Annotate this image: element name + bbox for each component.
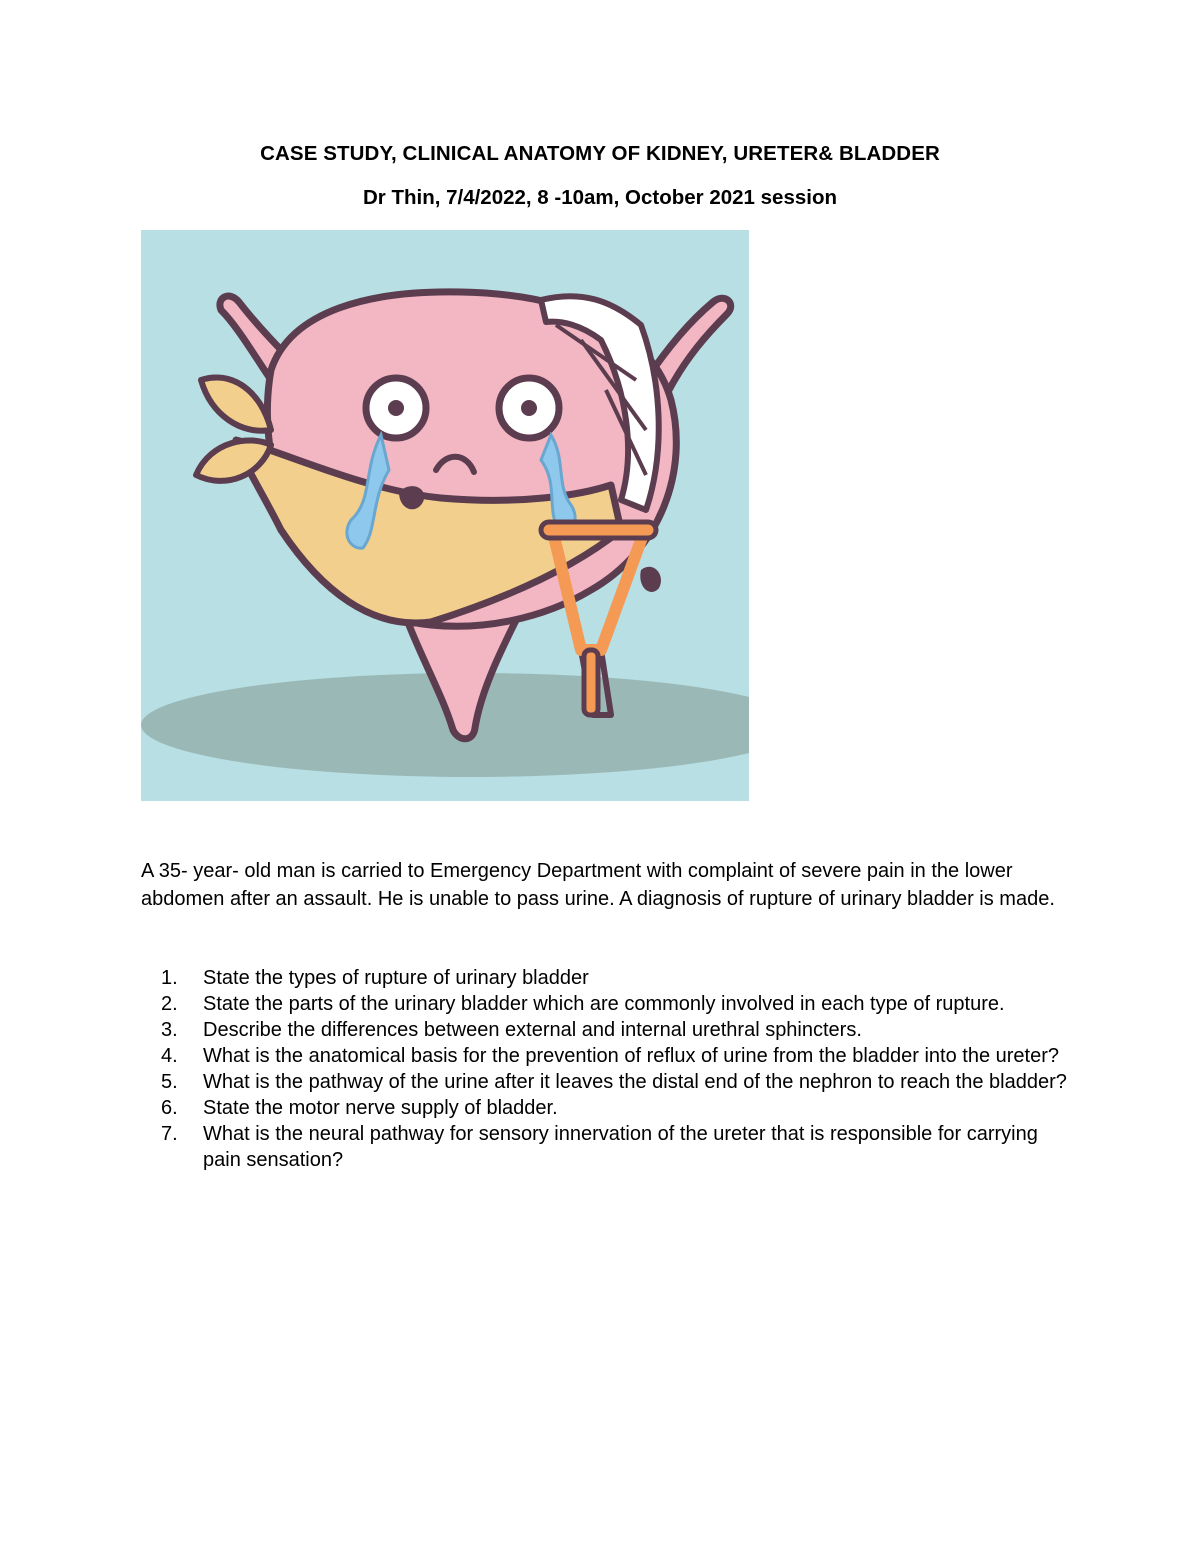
question-number: 7. — [161, 1123, 178, 1145]
question-text: State the parts of the urinary bladder which are commonly involved in each type of rupture. — [203, 993, 1005, 1015]
question-number: 4. — [161, 1045, 178, 1067]
question-item — [141, 991, 1071, 1017]
question-number: 3. — [161, 1019, 178, 1041]
question-text: What is the pathway of the urine after it leaves the distal end of the nephron to reach the bladder? — [203, 1071, 1067, 1093]
question-number: 5. — [161, 1071, 178, 1093]
document-subtitle: Dr Thin, 7/4/2022, 8 -10am, October 2021 session — [362, 186, 837, 209]
question-item — [141, 965, 1071, 991]
injured-bladder-cartoon-icon — [141, 230, 749, 801]
question-number: 2. — [161, 993, 178, 1015]
question-text: State the types of rupture of urinary bladder — [203, 967, 589, 989]
case-description: A 35- year- old man is carried to Emergency Department with complaint of severe pain in the lower abdomen after an assault. He is unable to pass urine. A diagnosis of rupture of urinary bladder is made. — [141, 860, 1055, 910]
question-number: 6. — [161, 1097, 178, 1119]
question-item — [141, 1017, 1071, 1043]
question-item — [141, 1043, 1071, 1069]
question-item — [141, 1069, 1071, 1095]
question-text: State the motor nerve supply of bladder. — [203, 1097, 558, 1119]
question-item — [141, 1095, 1071, 1121]
question-item — [141, 1121, 1071, 1173]
question-list — [141, 965, 1071, 1173]
document-title: CASE STUDY, CLINICAL ANATOMY OF KIDNEY, URETER& BLADDER — [260, 142, 940, 165]
question-number: 1. — [161, 967, 178, 989]
question-text: What is the anatomical basis for the prevention of reflux of urine from the bladder into the ureter? — [203, 1045, 1060, 1067]
question-text: What is the neural pathway for sensory innervation of the ureter that is responsible for carrying pain sensation? — [203, 1123, 1038, 1171]
question-text: Describe the differences between external and internal urethral sphincters. — [203, 1019, 862, 1041]
